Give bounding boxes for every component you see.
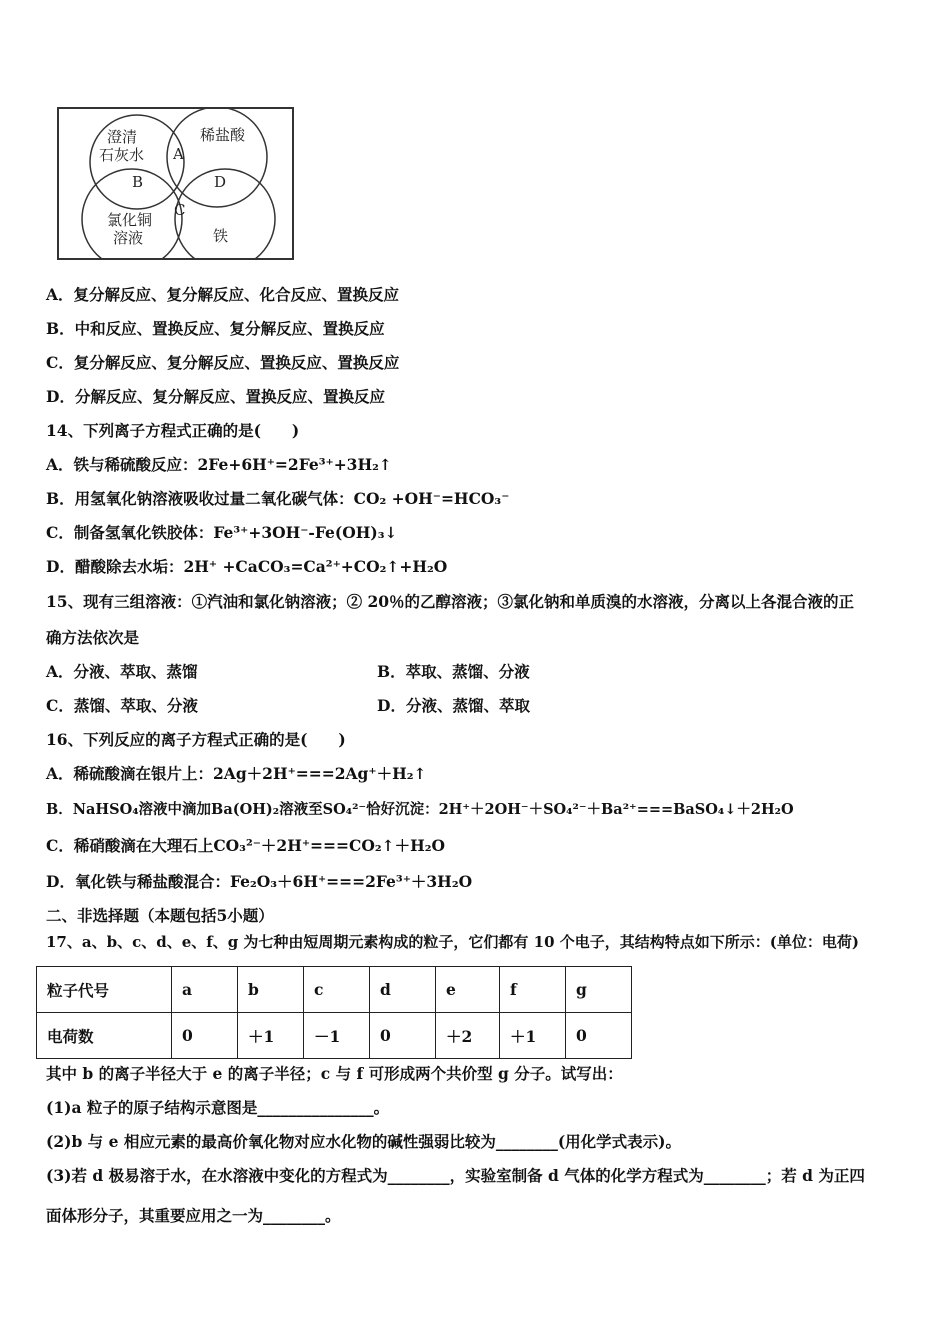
q14-option-d: D．醋酸除去水垢：2H⁺ +CaCO₃=Ca²⁺+CO₂↑+H₂O — [46, 557, 448, 576]
table-cell: 电荷数 — [37, 1013, 172, 1059]
q16-option-d: D．氧化铁与稀盐酸混合：Fe₂O₃＋6H⁺===2Fe³⁺＋3H₂O — [46, 872, 473, 891]
label-cucl2: 氯化铜 — [107, 211, 153, 229]
q15-option-c: C．蒸馏、萃取、分液 — [46, 696, 198, 715]
table-cell: c — [304, 967, 370, 1013]
table-cell: 0 — [566, 1013, 632, 1059]
table-cell: e — [436, 967, 500, 1013]
q17-condition: 其中 b 的离子半径大于 e 的离子半径；c 与 f 可形成两个共价型 g 分子。试写出： — [46, 1064, 623, 1083]
q14-option-a: A．铁与稀硫酸反应：2Fe+6H⁺=2Fe³⁺+3H₂↑ — [46, 455, 392, 474]
q15-option-a: A．分液、萃取、蒸馏 — [46, 662, 198, 681]
label-limewater: 澄清 — [107, 128, 138, 146]
q14-option-b: B．用氢氧化钠溶液吸收过量二氧化碳气体：CO₂ +OH⁻=HCO₃⁻ — [46, 489, 510, 508]
table-row — [37, 967, 632, 1013]
q15-stem: 15、现有三组溶液：①汽油和氯化钠溶液；② 20％的乙醇溶液；③氯化钠和单质溴的水溶液，分离以上各混合液的正 — [46, 592, 855, 611]
q16-option-c: C．稀硝酸滴在大理石上CO₃²⁻＋2H⁺===CO₂↑＋H₂O — [46, 836, 446, 855]
q16-stem: 16、下列反应的离子方程式正确的是( ) — [46, 730, 346, 749]
particle-table — [36, 966, 632, 1059]
q16-option-b: B．NaHSO₄溶液中滴加Ba(OH)₂溶液至SO₄²⁻恰好沉淀：2H⁺＋2OH⁻＋SO₄²⁻＋Ba²⁺===BaSO₄↓＋2H₂O — [46, 801, 794, 818]
q16-option-a: A．稀硫酸滴在银片上：2Ag＋2H⁺===2Ag⁺＋H₂↑ — [46, 764, 427, 783]
q17-part-3: (3)若 d 极易溶于水，在水溶液中变化的方程式为________，实验室制备 d 气体的化学方程式为________；若 d 为正四 — [46, 1166, 865, 1185]
label-cucl2-2: 溶液 — [113, 229, 144, 247]
q17-part-1: (1)a 粒子的原子结构示意图是_______________。 — [46, 1098, 390, 1117]
table-cell: 粒子代号 — [37, 967, 172, 1013]
q14-option-c: C．制备氢氧化铁胶体：Fe³⁺+3OH⁻-Fe(OH)₃↓ — [46, 523, 398, 542]
table-cell: ＋2 — [436, 1013, 500, 1059]
q13-option-a: A．复分解反应、复分解反应、化合反应、置换反应 — [46, 285, 400, 304]
table-cell: ＋1 — [238, 1013, 304, 1059]
section-heading: 二、非选择题（本题包括5小题） — [46, 906, 274, 925]
table-cell: g — [566, 967, 632, 1013]
q13-option-c: C．复分解反应、复分解反应、置换反应、置换反应 — [46, 353, 400, 372]
table-cell: 0 — [172, 1013, 238, 1059]
table-cell: ＋1 — [500, 1013, 566, 1059]
label-limewater-2: 石灰水 — [99, 146, 145, 164]
label-iron: 铁 — [213, 227, 229, 245]
q17-part-3-cont: 面体形分子，其重要应用之一为________。 — [46, 1206, 341, 1225]
q17-part-2: (2)b 与 e 相应元素的最高价氧化物对应水化物的碱性强弱比较为________(用化学式表示)。 — [46, 1132, 682, 1151]
q15-option-d: D．分液、蒸馏、萃取 — [377, 696, 530, 715]
region-d: D — [214, 173, 227, 191]
label-hcl: 稀盐酸 — [200, 126, 246, 144]
q17-stem: 17、a、b、c、d、e、f、g 为七种由短周期元素构成的粒子，它们都有 10 个电子，其结构特点如下所示：(单位：电荷) — [46, 933, 859, 951]
table-cell: －1 — [304, 1013, 370, 1059]
q15-option-b: B．萃取、蒸馏、分液 — [377, 662, 530, 681]
q13-option-b: B．中和反应、置换反应、复分解反应、置换反应 — [46, 319, 385, 338]
region-c: C — [174, 201, 186, 219]
q13-option-d: D．分解反应、复分解反应、置换反应、置换反应 — [46, 387, 385, 406]
table-row — [37, 1013, 632, 1059]
table-cell: a — [172, 967, 238, 1013]
region-b: B — [132, 173, 144, 191]
table-cell: 0 — [370, 1013, 436, 1059]
q15-stem-2: 确方法依次是 — [46, 628, 140, 647]
region-a: A — [173, 145, 184, 163]
table-cell: b — [238, 967, 304, 1013]
venn-diagram — [57, 107, 294, 260]
q14-stem: 14、下列离子方程式正确的是( ) — [46, 421, 300, 440]
table-cell: f — [500, 967, 566, 1013]
table-cell: d — [370, 967, 436, 1013]
